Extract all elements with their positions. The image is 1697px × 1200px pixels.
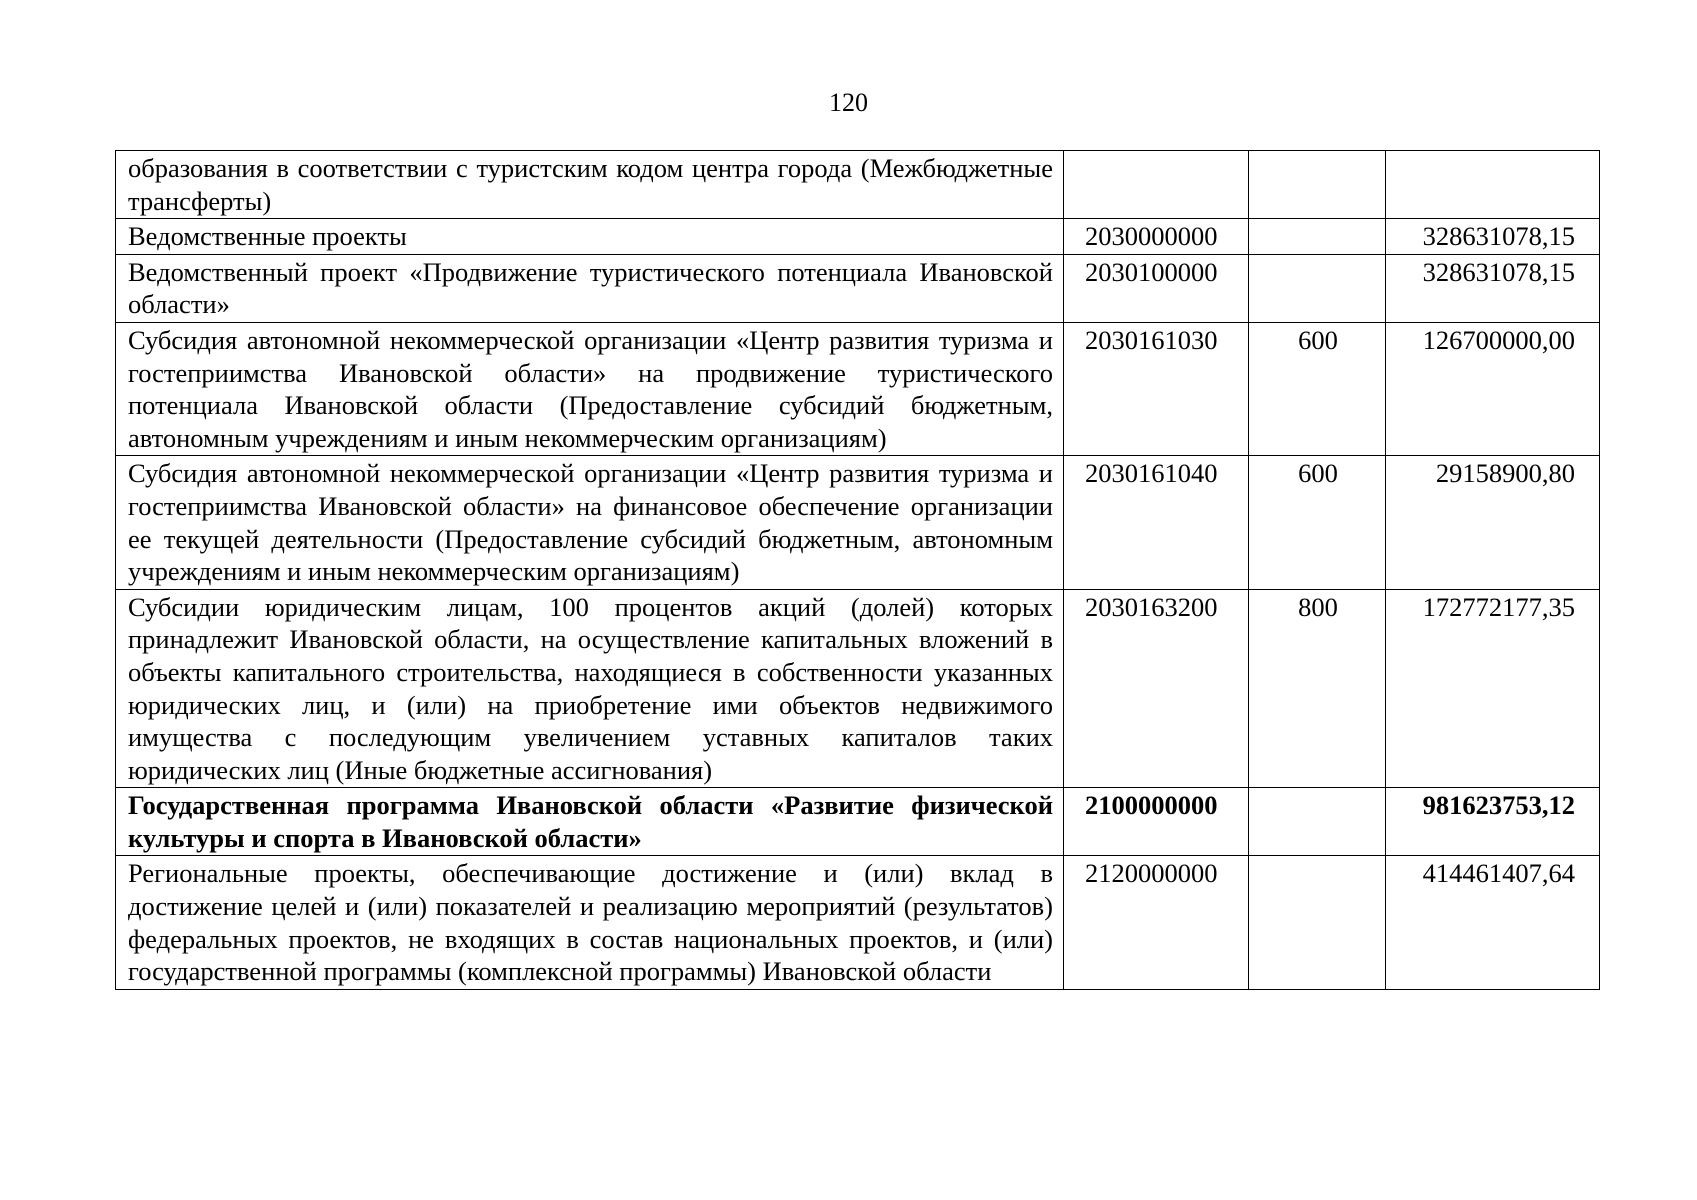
row-description: Ведомственный проект «Продвижение туристического потенциала Ивановской области» bbox=[116, 254, 1064, 322]
row-amount: 126700000,00 bbox=[1386, 322, 1600, 455]
row-expense-type bbox=[1249, 788, 1386, 856]
row-amount: 328631078,15 bbox=[1386, 254, 1600, 322]
row-description: Субсидия автономной некоммерческой организации «Центр развития туризма и гостеприимства Ивановской области» на финансовое обеспечение организации ее текущей деятельности (Предоставление субсидий бюджетным, автономным учреждениям и иным некоммерческим организациям) bbox=[116, 456, 1064, 589]
row-code: 2100000000 bbox=[1064, 788, 1249, 856]
row-expense-type bbox=[1249, 151, 1386, 219]
row-code: 2120000000 bbox=[1064, 856, 1249, 989]
row-amount: 414461407,64 bbox=[1386, 856, 1600, 989]
table-row bbox=[116, 151, 1600, 219]
row-description: Государственная программа Ивановской области «Развитие физической культуры и спорта в Ивановской области» bbox=[116, 788, 1064, 856]
table-row bbox=[116, 322, 1600, 455]
table-row bbox=[116, 219, 1600, 255]
row-amount: 328631078,15 bbox=[1386, 219, 1600, 255]
row-amount: 981623753,12 bbox=[1386, 788, 1600, 856]
row-description: образования в соответствии с туристским кодом центра города (Межбюджетные трансферты) bbox=[116, 151, 1064, 219]
row-code: 2030000000 bbox=[1064, 219, 1249, 255]
row-expense-type: 800 bbox=[1249, 589, 1386, 788]
row-amount: 29158900,80 bbox=[1386, 456, 1600, 589]
row-expense-type: 600 bbox=[1249, 322, 1386, 455]
row-code: 2030163200 bbox=[1064, 589, 1249, 788]
row-code: 2030161030 bbox=[1064, 322, 1249, 455]
row-description: Субсидии юридическим лицам, 100 процентов акций (долей) которых принадлежит Ивановской области, на осуществление капитальных вложений в объекты капитального строительства, находящиеся в собственности указанных юридических лиц, и (или) на приобретение ими объектов недвижимого имущества с последующим увеличением уставных капиталов таких юридических лиц (Иные бюджетные ассигнования) bbox=[116, 589, 1064, 788]
row-expense-type bbox=[1249, 219, 1386, 255]
row-expense-type bbox=[1249, 856, 1386, 989]
table-row-program bbox=[116, 788, 1600, 856]
table-row bbox=[116, 856, 1600, 989]
row-code: 2030100000 bbox=[1064, 254, 1249, 322]
row-description: Ведомственные проекты bbox=[116, 219, 1064, 255]
row-amount bbox=[1386, 151, 1600, 219]
row-description: Субсидия автономной некоммерческой организации «Центр развития туризма и гостеприимства Ивановской области» на продвижение туристического потенциала Ивановской области (Предоставление субсидий бюджетным, автономным учреждениям и иным некоммерческим организациям) bbox=[116, 322, 1064, 455]
row-expense-type: 600 bbox=[1249, 456, 1386, 589]
row-code: 2030161040 bbox=[1064, 456, 1249, 589]
budget-table bbox=[115, 150, 1600, 990]
table-row bbox=[116, 254, 1600, 322]
row-description: Региональные проекты, обеспечивающие достижение и (или) вклад в достижение целей и (или) показателей и реализацию мероприятий (результатов) федеральных проектов, не входящих в состав национальных проектов, и (или) государственной программы (комплексной программы) Ивановской области bbox=[116, 856, 1064, 989]
page-number: 120 bbox=[829, 88, 868, 117]
row-code bbox=[1064, 151, 1249, 219]
row-expense-type bbox=[1249, 254, 1386, 322]
table-row bbox=[116, 456, 1600, 589]
row-amount: 172772177,35 bbox=[1386, 589, 1600, 788]
table-row bbox=[116, 589, 1600, 788]
